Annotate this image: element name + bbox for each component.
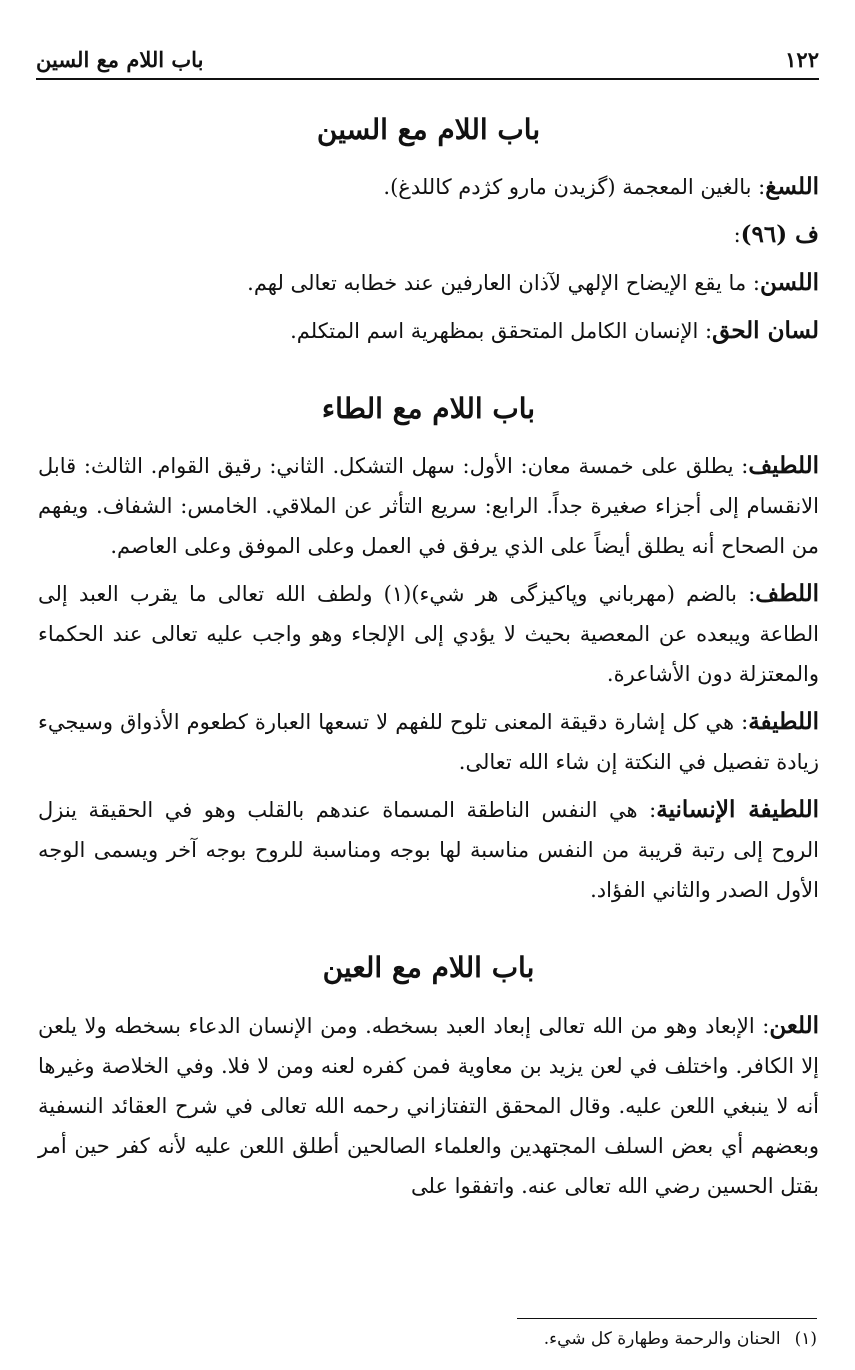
entry-al-latifa-al-insaniyya — [38, 790, 819, 910]
section-title: باب اللام مع الطاء — [321, 392, 536, 426]
entry-term: اللطف — [755, 580, 819, 608]
entry-text: : هي كل إشارة دقيقة المعنى تلوح للفهم لا تسعها العبارة كطعوم الأذواق وسيجيء زيادة تفصيل في النكتة إن شاء الله تعالى. — [38, 710, 819, 775]
page-number: ١٢٢ — [785, 46, 819, 72]
page-body — [38, 110, 819, 1214]
entry-term: ف (٩٦) — [740, 221, 819, 249]
section-gap — [38, 918, 819, 948]
section-lam-ayn — [38, 948, 819, 1205]
entry-term: اللطيفة — [748, 708, 819, 736]
entry-term: اللسغ — [765, 173, 819, 201]
entry-text: : الإنسان الكامل المتحقق بمظهرية اسم المتكلم. — [290, 319, 713, 344]
running-title: باب اللام مع السين — [36, 46, 204, 72]
entry-fasl-96 — [38, 215, 819, 255]
footnote-marker: (١) — [794, 1329, 817, 1349]
section-title: باب اللام مع العين — [322, 951, 535, 985]
section-title: باب اللام مع السين — [316, 113, 541, 146]
section-lam-sin — [38, 110, 819, 351]
entry-term: اللسن — [759, 269, 819, 297]
entry-term: اللعن — [769, 1011, 819, 1039]
entry-lisn — [38, 263, 819, 303]
entry-al-latif — [38, 446, 819, 566]
entry-text: : الإبعاد وهو من الله تعالى إبعاد العبد بسخطه. ومن الإنسان الدعاء بسخطه ولا يلعن إلا الكافر. واختلف في لعن يزيد بن معاوية فمن كفره لعنه ومن لا فلا. وفي الخلاصة وغيرها أنه لا ينبغي اللعن عليه. وقال المحقق التفتازاني رحمه الله تعالى في شرح العقائد النسفية وبعضهم أي بعض السلف المجتهدين والعلماء الصالحين أطلق اللعن عليه لأنه كفر حين أمر بقتل الحسين رضي الله تعالى عنه. واتفقوا على — [38, 1013, 819, 1198]
entry-lisan-al-haqq — [38, 311, 819, 351]
footnote — [38, 1326, 817, 1352]
entry-text: : بالغين المعجمة (گزيدن مارو كژدم كاللدغ). — [383, 175, 766, 200]
section-lam-ta — [38, 389, 819, 910]
entry-text: : — [733, 223, 741, 248]
entry-lisgh — [38, 167, 819, 207]
entry-text: : يطلق على خمسة معان: الأول: سهل التشكل. الثاني: رقيق القوام. الثالث: قابل الانقسام إلى أجزاء صغيرة جداً. الرابع: سريع التأثر عن الملاقي. الخامس: الشفاف. ويفهم من الصحاح أنه يطلق أيضاً على الذي يرفق في العمل وعلى الموفق وعلى العاصم. — [38, 454, 819, 559]
entry-al-laan — [38, 1006, 819, 1206]
footnote-text: الحنان والرحمة وطهارة كل شيء. — [543, 1329, 781, 1349]
entry-al-latifa — [38, 702, 819, 782]
footnote-rule — [517, 1318, 817, 1319]
entry-text: : هي النفس الناطقة المسماة عندهم بالقلب وهو في الحقيقة ينزل الروح إلى رتبة قريبة من النفس مناسبة لها بوجه ومناسبة للروح بوجه آخر ويسمى الوجه الأول الصدر والثاني الفؤاد. — [38, 798, 819, 903]
running-head — [36, 40, 819, 80]
entry-text: : ما يقع الإيضاح الإلهي لآذان العارفين عند خطابه تعالى لهم. — [247, 271, 760, 296]
entry-term: لسان الحق — [712, 317, 819, 345]
entry-term: اللطيفة الإنسانية — [656, 796, 819, 824]
entry-al-lutf — [38, 574, 819, 694]
entry-term: اللطيف — [748, 452, 819, 480]
section-gap — [38, 359, 819, 389]
entry-text: : بالضم (مهرباني وپاكيزگى هر شيء)(١) ولطف الله تعالى ما يقرب العبد إلى الطاعة ويبعده عن المعصية بحيث لا يؤدي إلى الإلجاء وهو واجب عليه تعالى عند الحكماء والمعتزلة دون الأشاعرة. — [38, 582, 819, 687]
